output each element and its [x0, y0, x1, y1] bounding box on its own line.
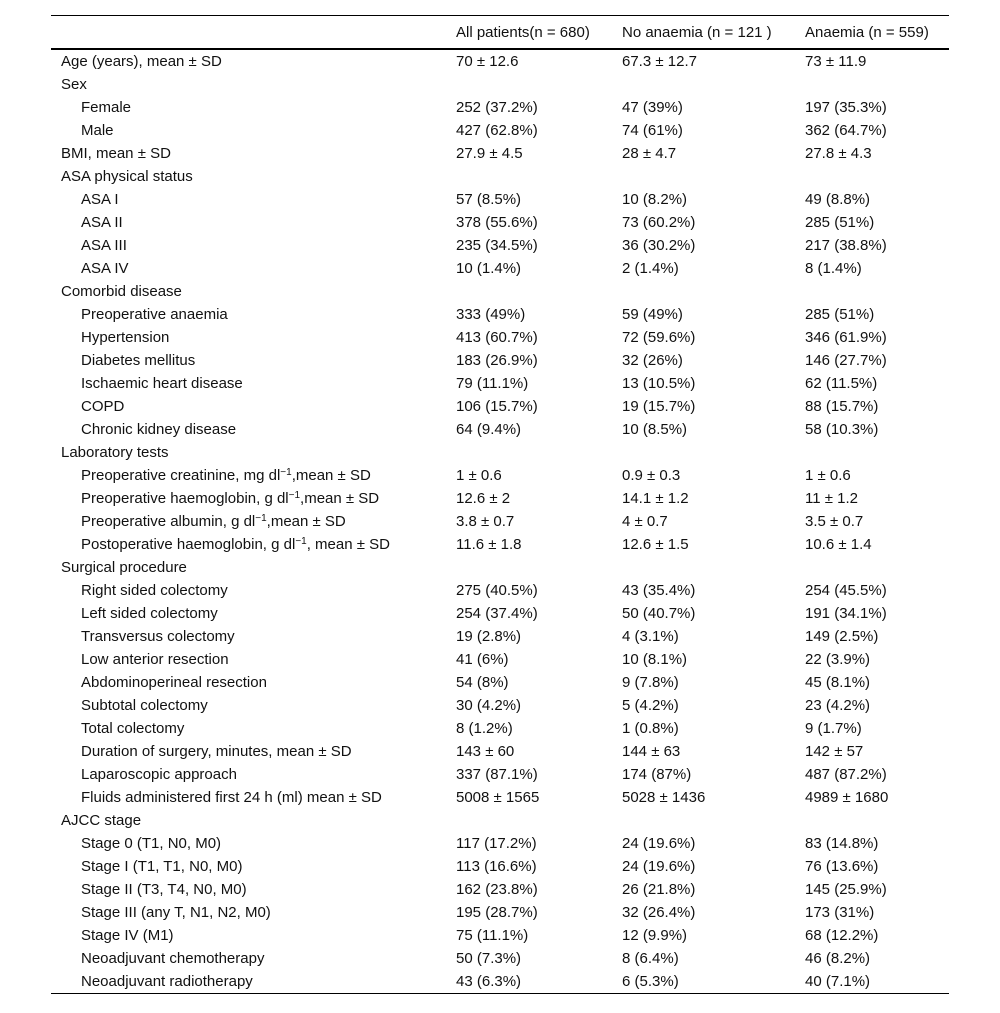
- row-label-text: Surgical procedure: [61, 559, 187, 576]
- cell-no-anaemia: 12.6 ± 1.5: [622, 536, 689, 553]
- table-row: [51, 211, 949, 234]
- cell-all-patients: 5008 ± 1565: [456, 789, 540, 806]
- row-label: [51, 49, 446, 73]
- row-label-text: Duration of surgery, minutes, mean ± SD: [81, 743, 352, 760]
- table-row: [51, 556, 949, 579]
- cell-anaemia: 173 (31%): [805, 904, 875, 921]
- cell-all-patients: 27.9 ± 4.5: [456, 145, 523, 162]
- row-label: [51, 142, 446, 165]
- row-label-text: Left sided colectomy: [81, 605, 218, 622]
- row-label: [51, 280, 446, 303]
- row-sublabel: [51, 487, 446, 510]
- cell-all-patients: 19 (2.8%): [456, 628, 522, 645]
- table-row: [51, 257, 949, 280]
- row-label-text: COPD: [81, 398, 125, 415]
- row-label-text: Stage 0 (T1, N0, M0): [81, 835, 222, 852]
- row-sublabel: [51, 257, 446, 280]
- cell-anaemia: 285 (51%): [805, 214, 875, 231]
- row-sublabel: [51, 96, 446, 119]
- row-label-text: Right sided colectomy: [81, 582, 228, 599]
- cell-anaemia: 149 (2.5%): [805, 628, 879, 645]
- row-label-text: Diabetes mellitus: [81, 352, 196, 369]
- cell-no-anaemia: 19 (15.7%): [622, 398, 696, 415]
- cell-all-patients: 254 (37.4%): [456, 605, 538, 622]
- cell-all-patients: 1 ± 0.6: [456, 467, 502, 484]
- cell-no-anaemia: 50 (40.7%): [622, 605, 696, 622]
- cell-anaemia: 487 (87.2%): [805, 766, 887, 783]
- row-sublabel: [51, 234, 446, 257]
- cell-no-anaemia: [612, 441, 795, 464]
- table-row: [51, 717, 949, 740]
- cell-anaemia: 88 (15.7%): [805, 398, 879, 415]
- cell-all-patients: [446, 809, 612, 832]
- table-row: [51, 602, 949, 625]
- cell-no-anaemia: 73 (60.2%): [622, 214, 696, 231]
- cell-anaemia: [795, 441, 949, 464]
- row-sublabel: [51, 418, 446, 441]
- cell-no-anaemia: 43 (35.4%): [622, 582, 696, 599]
- cell-no-anaemia: 10 (8.5%): [622, 421, 688, 438]
- table-row: [51, 280, 949, 303]
- patient-characteristics-table-container: [51, 15, 949, 994]
- cell-no-anaemia: 5028 ± 1436: [622, 789, 706, 806]
- table-row: [51, 510, 949, 533]
- row-sublabel: [51, 510, 446, 533]
- row-label-text: Sex: [61, 76, 87, 93]
- cell-no-anaemia: 10 (8.1%): [622, 651, 688, 668]
- cell-no-anaemia: [612, 73, 795, 96]
- cell-anaemia: 27.8 ± 4.3: [805, 145, 872, 162]
- row-label-text: Abdominoperineal resection: [81, 674, 267, 691]
- row-label-text: Stage II (T3, T4, N0, M0): [81, 881, 247, 898]
- row-label-text: Total colectomy: [81, 720, 185, 737]
- table-row: [51, 142, 949, 165]
- cell-anaemia: 68 (12.2%): [805, 927, 879, 944]
- cell-all-patients: 79 (11.1%): [456, 375, 529, 392]
- row-sublabel: [51, 717, 446, 740]
- cell-anaemia: 40 (7.1%): [795, 970, 949, 994]
- cell-all-patients: 75 (11.1%): [456, 927, 529, 944]
- table-row: [51, 73, 949, 96]
- row-sublabel: [51, 924, 446, 947]
- cell-anaemia: 3.5 ± 0.7: [805, 513, 864, 530]
- table-header-row: [51, 16, 949, 50]
- cell-anaemia: [795, 165, 949, 188]
- row-label-text: BMI, mean ± SD: [61, 145, 171, 162]
- unit-superscript: −1: [295, 536, 307, 547]
- cell-all-patients: [446, 280, 612, 303]
- cell-anaemia: 146 (27.7%): [805, 352, 887, 369]
- cell-all-patients: 11.6 ± 1.8: [456, 536, 522, 553]
- cell-anaemia: 191 (34.1%): [805, 605, 887, 622]
- row-sublabel: [51, 602, 446, 625]
- cell-no-anaemia: 59 (49%): [622, 306, 683, 323]
- cell-anaemia: 8 (1.4%): [805, 260, 862, 277]
- row-label-text: Stage III (any T, N1, N2, M0): [81, 904, 271, 921]
- cell-no-anaemia: 9 (7.8%): [622, 674, 679, 691]
- cell-all-patients: 50 (7.3%): [456, 950, 522, 967]
- table-row: [51, 165, 949, 188]
- table-row: [51, 855, 949, 878]
- row-label-text: ASA IV: [81, 260, 129, 277]
- row-label-text: Stage IV (M1): [81, 927, 174, 944]
- cell-no-anaemia: 32 (26.4%): [622, 904, 696, 921]
- table-row: [51, 671, 949, 694]
- cell-all-patients: 427 (62.8%): [456, 122, 538, 139]
- row-label-text: Stage I (T1, T1, N0, M0): [81, 858, 243, 875]
- cell-no-anaemia: 67.3 ± 12.7: [622, 53, 697, 70]
- cell-no-anaemia: 144 ± 63: [622, 743, 681, 760]
- row-label-suffix: , mean ± SD: [306, 536, 390, 553]
- row-label-suffix: ,mean ± SD: [300, 490, 380, 507]
- table-row: [51, 349, 949, 372]
- cell-all-patients: 235 (34.5%): [456, 237, 538, 254]
- cell-all-patients: 10 (1.4%): [456, 260, 522, 277]
- row-label-text: AJCC stage: [61, 812, 142, 829]
- table-row: [51, 579, 949, 602]
- row-label: [51, 556, 446, 579]
- cell-no-anaemia: 36 (30.2%): [622, 237, 696, 254]
- table-row: [51, 441, 949, 464]
- row-label-text: Postoperative haemoglobin, g dl: [81, 536, 296, 553]
- cell-anaemia: 58 (10.3%): [805, 421, 879, 438]
- unit-superscript: −1: [288, 490, 301, 501]
- row-sublabel: [51, 901, 446, 924]
- cell-no-anaemia: 5 (4.2%): [622, 697, 679, 714]
- cell-anaemia: 9 (1.7%): [805, 720, 862, 737]
- table-row: [51, 694, 949, 717]
- cell-all-patients: 41 (6%): [456, 651, 509, 668]
- cell-all-patients: 337 (87.1%): [456, 766, 538, 783]
- unit-superscript: −1: [255, 513, 267, 524]
- row-label-suffix: ,mean ± SD: [291, 467, 371, 484]
- row-sublabel: [51, 763, 446, 786]
- row-label-text: Comorbid disease: [61, 283, 182, 300]
- cell-anaemia: 76 (13.6%): [805, 858, 879, 875]
- row-sublabel: [51, 740, 446, 763]
- cell-no-anaemia: 4 (3.1%): [622, 628, 679, 645]
- row-label-text: Laparoscopic approach: [81, 766, 237, 783]
- cell-all-patients: 30 (4.2%): [456, 697, 522, 714]
- table-row: [51, 49, 949, 73]
- cell-all-patients: 275 (40.5%): [456, 582, 538, 599]
- row-sublabel: [51, 395, 446, 418]
- cell-no-anaemia: 0.9 ± 0.3: [622, 467, 681, 484]
- cell-anaemia: 217 (38.8%): [805, 237, 887, 254]
- cell-anaemia: 145 (25.9%): [805, 881, 887, 898]
- cell-anaemia: 362 (64.7%): [805, 122, 887, 139]
- cell-all-patients: 3.8 ± 0.7: [456, 513, 515, 530]
- row-sublabel: [51, 878, 446, 901]
- cell-anaemia: 45 (8.1%): [805, 674, 871, 691]
- table-row: [51, 648, 949, 671]
- cell-all-patients: 8 (1.2%): [456, 720, 513, 737]
- row-sublabel: [51, 786, 446, 809]
- row-label: [51, 809, 446, 832]
- cell-no-anaemia: 24 (19.6%): [622, 858, 696, 875]
- row-label-text: Neoadjuvant radiotherapy: [81, 973, 253, 990]
- row-sublabel: [51, 326, 446, 349]
- row-label-text: Age (years), mean ± SD: [61, 53, 222, 70]
- table-row: [51, 809, 949, 832]
- row-label-text: Female: [81, 99, 132, 116]
- cell-all-patients: [446, 73, 612, 96]
- cell-all-patients: 12.6 ± 2: [456, 490, 511, 507]
- row-sublabel: [51, 970, 446, 994]
- row-label: [51, 165, 446, 188]
- row-sublabel: [51, 625, 446, 648]
- row-sublabel: [51, 855, 446, 878]
- cell-anaemia: [795, 809, 949, 832]
- row-sublabel: [51, 303, 446, 326]
- table-row: [51, 326, 949, 349]
- table-row: [51, 786, 949, 809]
- row-label-suffix: ,mean ± SD: [266, 513, 346, 530]
- cell-no-anaemia: 24 (19.6%): [622, 835, 696, 852]
- table-row: [51, 188, 949, 211]
- cell-no-anaemia: 2 (1.4%): [622, 260, 679, 277]
- table-row: [51, 533, 949, 556]
- cell-anaemia: 83 (14.8%): [805, 835, 879, 852]
- row-label-text: ASA physical status: [61, 168, 193, 185]
- cell-no-anaemia: 8 (6.4%): [622, 950, 679, 967]
- table-row: [51, 119, 949, 142]
- cell-anaemia: 1 ± 0.6: [805, 467, 851, 484]
- cell-anaemia: 73 ± 11.9: [805, 53, 867, 70]
- table-row: [51, 418, 949, 441]
- unit-superscript: −1: [280, 467, 292, 478]
- cell-all-patients: [446, 441, 612, 464]
- cell-anaemia: 23 (4.2%): [805, 697, 871, 714]
- row-label-text: Hypertension: [81, 329, 170, 346]
- row-sublabel: [51, 533, 446, 556]
- cell-no-anaemia: 6 (5.3%): [612, 970, 795, 994]
- cell-all-patients: 113 (16.6%): [456, 858, 537, 875]
- cell-anaemia: 11 ± 1.2: [805, 490, 858, 507]
- cell-no-anaemia: 72 (59.6%): [622, 329, 696, 346]
- row-label-text: ASA I: [81, 191, 119, 208]
- table-row: [51, 947, 949, 970]
- table-row: [51, 878, 949, 901]
- cell-all-patients: 106 (15.7%): [456, 398, 538, 415]
- cell-all-patients: 143 ± 60: [456, 743, 515, 760]
- cell-anaemia: [795, 73, 949, 96]
- table-row: [51, 372, 949, 395]
- row-sublabel: [51, 671, 446, 694]
- cell-all-patients: 43 (6.3%): [446, 970, 612, 994]
- cell-no-anaemia: [612, 280, 795, 303]
- row-label-text: Male: [81, 122, 114, 139]
- cell-all-patients: 252 (37.2%): [456, 99, 538, 116]
- cell-all-patients: 333 (49%): [456, 306, 526, 323]
- cell-no-anaemia: 47 (39%): [622, 99, 683, 116]
- cell-no-anaemia: 14.1 ± 1.2: [622, 490, 689, 507]
- cell-no-anaemia: [612, 165, 795, 188]
- cell-anaemia: [795, 280, 949, 303]
- cell-all-patients: 162 (23.8%): [456, 881, 538, 898]
- table-body: [51, 49, 949, 994]
- row-label: [51, 441, 446, 464]
- cell-no-anaemia: [612, 556, 795, 579]
- cell-anaemia: 346 (61.9%): [805, 329, 887, 346]
- cell-all-patients: 413 (60.7%): [456, 329, 538, 346]
- row-label-text: Laboratory tests: [61, 444, 169, 461]
- cell-anaemia: 62 (11.5%): [805, 375, 878, 392]
- cell-anaemia: [795, 556, 949, 579]
- cell-no-anaemia: 12 (9.9%): [622, 927, 688, 944]
- row-label-text: ASA III: [81, 237, 127, 254]
- cell-anaemia: 22 (3.9%): [805, 651, 871, 668]
- table-row: [51, 96, 949, 119]
- cell-anaemia: 254 (45.5%): [805, 582, 887, 599]
- row-label-text: Preoperative albumin, g dl: [81, 513, 256, 530]
- cell-anaemia: 4989 ± 1680: [805, 789, 889, 806]
- row-sublabel: [51, 188, 446, 211]
- cell-anaemia: 46 (8.2%): [805, 950, 871, 967]
- cell-all-patients: 57 (8.5%): [456, 191, 522, 208]
- row-sublabel: [51, 832, 446, 855]
- cell-all-patients: 183 (26.9%): [456, 352, 538, 369]
- cell-all-patients: 64 (9.4%): [456, 421, 522, 438]
- row-sublabel: [51, 119, 446, 142]
- table-row: [51, 625, 949, 648]
- row-label-text: Low anterior resection: [81, 651, 229, 668]
- row-label-text: Preoperative haemoglobin, g dl: [81, 490, 289, 507]
- cell-no-anaemia: 174 (87%): [622, 766, 692, 783]
- cell-anaemia: 197 (35.3%): [805, 99, 887, 116]
- cell-no-anaemia: 32 (26%): [622, 352, 683, 369]
- cell-no-anaemia: 10 (8.2%): [622, 191, 688, 208]
- row-sublabel: [51, 947, 446, 970]
- header-no-anaemia: No anaemia (n = 121 ): [612, 16, 795, 50]
- table-row: [51, 832, 949, 855]
- table-row: [51, 395, 949, 418]
- row-label-text: Preoperative anaemia: [81, 306, 228, 323]
- header-anaemia: Anaemia (n = 559): [795, 16, 949, 50]
- table-row: [51, 901, 949, 924]
- table-row: [51, 234, 949, 257]
- cell-all-patients: 378 (55.6%): [456, 214, 538, 231]
- table-row: [51, 970, 949, 994]
- table-row: [51, 924, 949, 947]
- row-sublabel: [51, 579, 446, 602]
- row-sublabel: [51, 372, 446, 395]
- row-label-text: Transversus colectomy: [81, 628, 235, 645]
- cell-all-patients: 117 (17.2%): [456, 835, 537, 852]
- header-characteristic: [51, 16, 446, 50]
- row-sublabel: [51, 464, 446, 487]
- cell-all-patients: 195 (28.7%): [456, 904, 538, 921]
- cell-all-patients: 54 (8%): [456, 674, 509, 691]
- patient-characteristics-table: [51, 15, 949, 994]
- row-sublabel: [51, 211, 446, 234]
- cell-anaemia: 285 (51%): [805, 306, 875, 323]
- table-row: [51, 740, 949, 763]
- row-label: [51, 73, 446, 96]
- row-label-text: Fluids administered first 24 h (ml) mean ± SD: [81, 789, 382, 806]
- cell-no-anaemia: 26 (21.8%): [622, 881, 696, 898]
- table-row: [51, 487, 949, 510]
- table-row: [51, 303, 949, 326]
- cell-all-patients: 70 ± 12.6: [456, 53, 519, 70]
- row-label-text: Neoadjuvant chemotherapy: [81, 950, 265, 967]
- table-row: [51, 763, 949, 786]
- cell-all-patients: [446, 165, 612, 188]
- cell-no-anaemia: 4 ± 0.7: [622, 513, 668, 530]
- row-label-text: Chronic kidney disease: [81, 421, 237, 438]
- header-all-patients: All patients(n = 680): [446, 16, 612, 50]
- row-sublabel: [51, 648, 446, 671]
- cell-anaemia: 49 (8.8%): [805, 191, 871, 208]
- table-row: [51, 464, 949, 487]
- row-label-text: ASA II: [81, 214, 123, 231]
- cell-no-anaemia: 74 (61%): [622, 122, 683, 139]
- row-label-text: Preoperative creatinine, mg dl: [81, 467, 281, 484]
- row-label-text: Subtotal colectomy: [81, 697, 208, 714]
- cell-anaemia: 142 ± 57: [805, 743, 864, 760]
- cell-no-anaemia: 1 (0.8%): [622, 720, 679, 737]
- cell-anaemia: 10.6 ± 1.4: [805, 536, 872, 553]
- cell-all-patients: [446, 556, 612, 579]
- row-label-text: Ischaemic heart disease: [81, 375, 243, 392]
- row-sublabel: [51, 694, 446, 717]
- cell-no-anaemia: 28 ± 4.7: [622, 145, 677, 162]
- row-sublabel: [51, 349, 446, 372]
- cell-no-anaemia: [612, 809, 795, 832]
- cell-no-anaemia: 13 (10.5%): [622, 375, 696, 392]
